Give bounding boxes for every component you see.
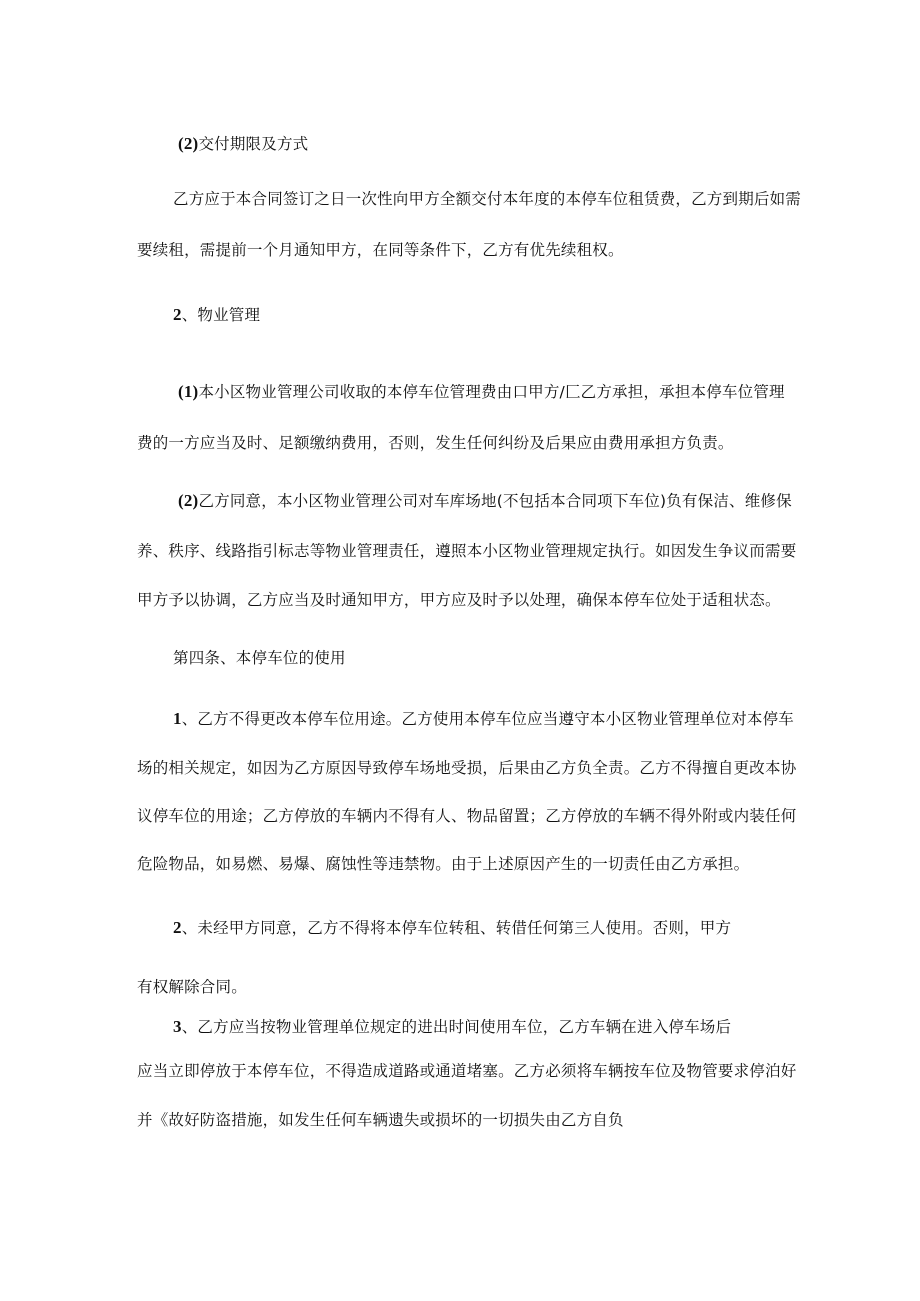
line-text: 本小区物业管理公司收取的本停车位管理费由口甲方/匚乙方承担，承担本停车位管理 — [198, 383, 785, 401]
paragraph-line — [137, 854, 749, 874]
paragraph-line — [137, 758, 796, 778]
paragraph-line — [178, 491, 792, 511]
line-text: 、未经甲方同意，乙方不得将本停车位转租、转借任何第三人使用。否则，甲方 — [181, 919, 732, 937]
item-number: 3 — [173, 1017, 182, 1036]
item-number: (1) — [178, 382, 199, 401]
line-text: 、物业管理 — [181, 306, 261, 324]
line-text: 乙方同意，本小区物业管理公司对车库场地(不包括本合同项下车位)负有保洁、维修保 — [198, 492, 792, 510]
line-text: 养、秩序、线路指引标志等物业管理责任，遵照本小区物业管理规定执行。如因发生争议而需要 — [137, 542, 797, 560]
paragraph-line — [137, 806, 796, 826]
paragraph-line — [137, 590, 781, 610]
item-number: 2 — [173, 305, 182, 324]
line-text: 第四条、本停车位的使用 — [173, 649, 346, 667]
line-text: 乙方应于本合同签订之日一次性向甲方全额交付本年度的本停车位租赁费，乙方到期后如需 — [173, 190, 802, 208]
paragraph-line — [137, 1061, 796, 1081]
line-text: 费的一方应当及时、足额缴纳费用，否则，发生任何纠纷及后果应由费用承担方负责。 — [137, 434, 734, 452]
line-text: 要续租，需提前一个月通知甲方，在同等条件下，乙方有优先续租权。 — [137, 241, 624, 259]
line-text: 应当立即停放于本停车位，不得造成道路或通道堵塞。乙方必须将车辆按车位及物管要求停泊好 — [137, 1062, 797, 1080]
line-text: 危险物品，如易燃、易爆、腐蚀性等违禁物。由于上述原因产生的一切责任由乙方承担。 — [137, 855, 750, 873]
item-number: (2) — [178, 134, 199, 153]
paragraph-line — [173, 918, 731, 938]
paragraph-line — [173, 709, 794, 729]
paragraph-line — [173, 189, 801, 209]
paragraph-line — [137, 977, 247, 997]
paragraph-line — [137, 1110, 624, 1130]
line-text: 并《故好防盗措施，如发生任何车辆遗失或损坏的一切损失由乙方自负 — [137, 1111, 624, 1129]
subsection-heading — [178, 134, 308, 154]
section-heading — [173, 305, 260, 325]
line-text: 有权解除合同。 — [137, 978, 247, 996]
line-text: 议停车位的用途；乙方停放的车辆内不得有人、物品留置；乙方停放的车辆不得外附或内装任何 — [137, 807, 797, 825]
line-text: 场的相关规定，如因为乙方原因导致停车场地受损，后果由乙方负全责。乙方不得擅自更改本协 — [137, 759, 797, 777]
line-text: 、乙方不得更改本停车位用途。乙方使用本停车位应当遵守本小区物业管理单位对本停车 — [181, 710, 795, 728]
item-number: 2 — [173, 918, 182, 937]
paragraph-line — [137, 541, 796, 561]
line-text: 交付期限及方式 — [198, 135, 309, 153]
paragraph-line — [137, 240, 624, 260]
paragraph-line — [137, 433, 734, 453]
line-text: 、乙方应当按物业管理单位规定的进出时间使用车位，乙方车辆在进入停车场后 — [181, 1018, 732, 1036]
item-number: (2) — [178, 491, 199, 510]
line-text: 甲方予以协调，乙方应当及时通知甲方，甲方应及时予以处理，确保本停车位处于适租状态。 — [137, 591, 781, 609]
paragraph-line — [178, 382, 785, 402]
item-number: 1 — [173, 709, 182, 728]
article-heading — [173, 648, 346, 668]
paragraph-line — [173, 1017, 731, 1037]
